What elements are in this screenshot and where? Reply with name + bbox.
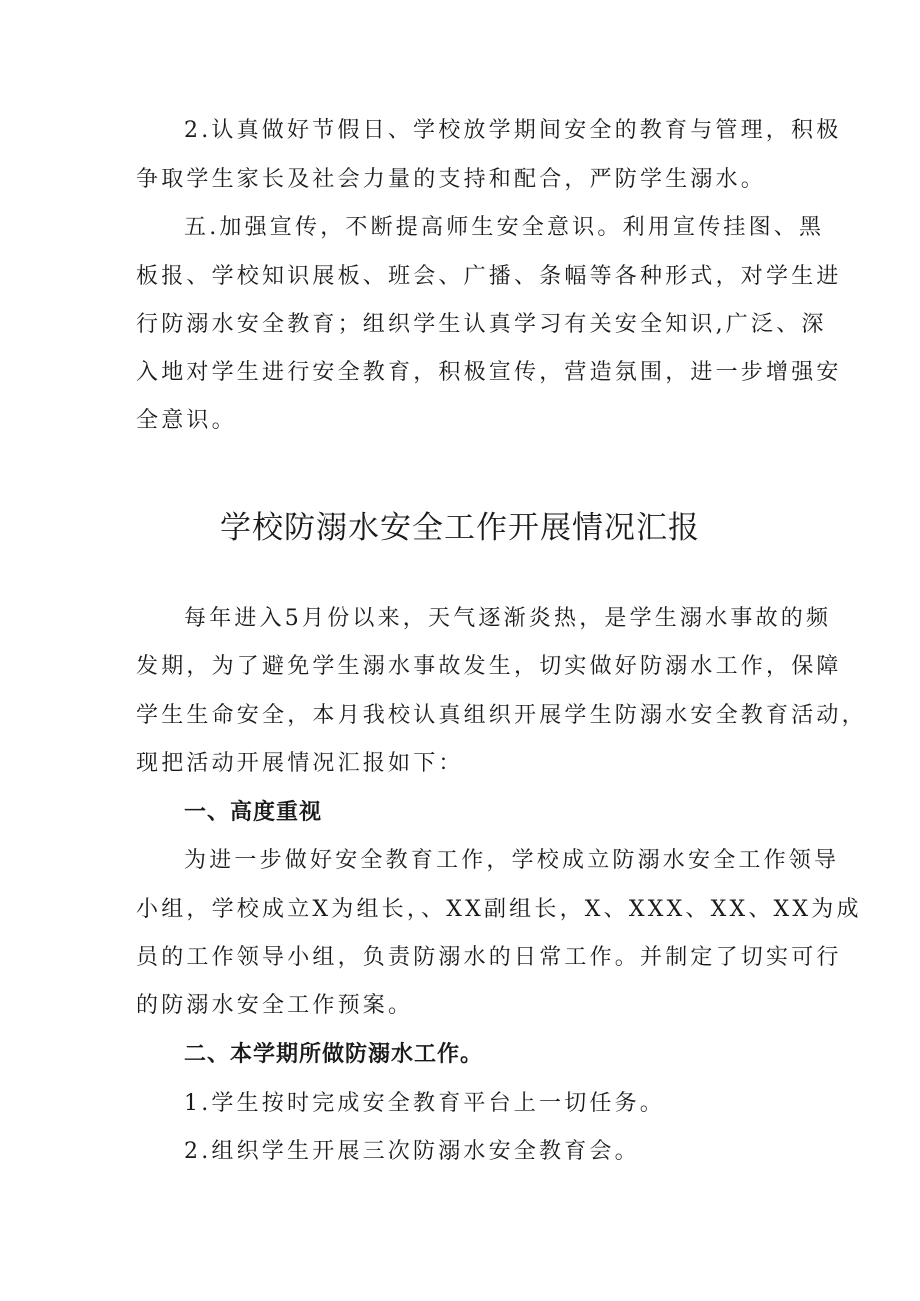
paragraph-line: 争取学生家长及社会力量的支持和配合，严防学生溺水。	[136, 167, 767, 192]
section-heading: 一、高度重视	[184, 800, 323, 825]
intro-line: 发期，为了避免学生溺水事故发生，切实做好防溺水工作，保障	[136, 654, 842, 679]
section1-line: 员的工作领导小组，负责防溺水的日常工作。并制定了切实可行	[136, 945, 842, 970]
section-heading: 二、本学期所做防溺水工作。	[184, 1042, 484, 1067]
list-item: 2.组织学生开展三次防溺水安全教育会。	[184, 1139, 640, 1164]
section1-line: 为进一步做好安全教育工作，学校成立防溺水安全工作领导	[184, 848, 840, 873]
intro-line: 学生生命安全，本月我校认真组织开展学生防溺水安全教育活动，	[136, 703, 867, 728]
report-title: 学校防溺水安全工作开展情况汇报	[220, 510, 700, 546]
intro-line: 现把活动开展情况汇报如下：	[136, 751, 464, 776]
paragraph-line: 2.认真做好节假日、学校放学期间安全的教育与管理，积极	[184, 118, 842, 143]
paragraph-line: 五.加强宣传，不断提高师生安全意识。利用宣传挂图、黑	[184, 215, 825, 240]
section1-line: 的防溺水安全工作预案。	[136, 993, 414, 1018]
section1-line: 小组，学校成立X为组长，、XX副组长，X、XXX、XX、XX为成	[136, 897, 862, 922]
paragraph-line: 全意识。	[136, 408, 237, 433]
intro-line: 每年进入5月份以来，天气逐渐炎热，是学生溺水事故的频	[184, 606, 832, 631]
paragraph-line: 行防溺水安全教育；组织学生认真学习有关安全知识,广泛、深	[136, 312, 827, 337]
paragraph-line: 入地对学生进行安全教育，积极宣传，营造氛围，进一步增强安	[136, 360, 842, 385]
list-item: 1.学生按时完成安全教育平台上一切任务。	[184, 1091, 665, 1116]
paragraph-line: 板报、学校知识展板、班会、广播、条幅等各种形式，对学生进	[136, 264, 842, 289]
